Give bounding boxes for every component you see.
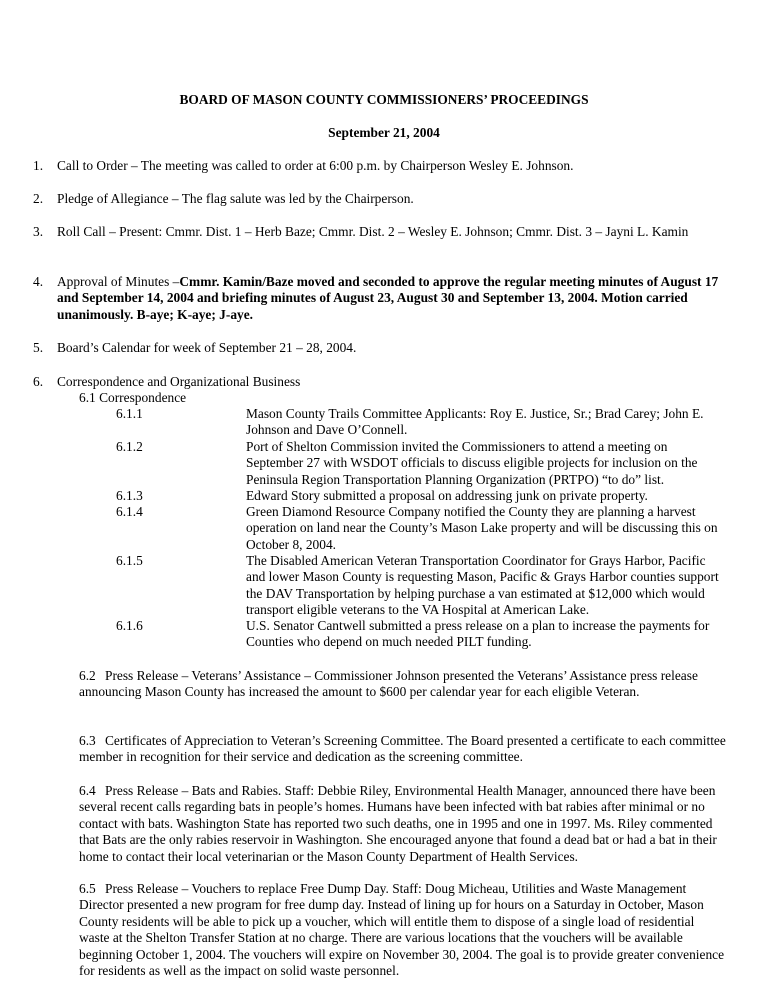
paragraph-number: 6.3 (79, 733, 96, 748)
entry-text: The Disabled American Veteran Transportation Coordinator for Grays Harbor, Pacific and lower Mason County is requesting Mason, Pacific & Grays Harbor counties support the DAV Transportation by helping purchase a van estimated at $12,000 which would transport eligible veterans to the VA Hospital at American Lake. (246, 553, 719, 618)
item-number: 5. (33, 340, 44, 355)
correspondence-heading: 6.1 Correspondence (79, 390, 187, 405)
item-calendar: Board’s Calendar for week of September 21 – 28, 2004. (57, 340, 357, 355)
item-approval-of-minutes (57, 274, 727, 323)
item-lead: Approval of Minutes – (57, 274, 180, 289)
document-title: BOARD OF MASON COUNTY COMMISSIONERS’ PROCEEDINGS (179, 92, 589, 107)
entry-number: 6.1.6 (116, 618, 143, 633)
paragraph-vouchers: Press Release – Vouchers to replace Free Dump Day. Staff: Doug Micheau, Utilities and Waste Management Director presented a new program for free dump day. Instead of lining up for hours on a Saturday in October, Mason County residents will be able to pick up a voucher, which will entitle them to dispose of a single load of residential waste at the Shelton Transfer Station at no charge. There are various locations that the vouchers will be available beginning October 1, 2004. The vouchers will expire on November 30, 2004. The goal is to provide greater convenience for residents as well as the impact on solid waste personnel. (79, 881, 725, 979)
paragraph-number: 6.5 (79, 881, 96, 896)
entry-number: 6.1.2 (116, 439, 143, 454)
item-pledge: Pledge of Allegiance – The flag salute was led by the Chairperson. (57, 191, 414, 206)
entry-number: 6.1.3 (116, 488, 143, 503)
item-call-to-order: Call to Order – The meeting was called to order at 6:00 p.m. by Chairperson Wesley E. Johnson. (57, 158, 574, 173)
entry-text: U.S. Senator Cantwell submitted a press release on a plan to increase the payments for Counties who depend on much needed PILT funding. (246, 618, 710, 650)
entry-text: Green Diamond Resource Company notified the County they are planning a harvest operation on land near the County’s Mason Lake property and will be discussing this on October 8, 2004. (246, 504, 718, 552)
item-roll-call: Roll Call – Present: Cmmr. Dist. 1 – Herb Baze; Cmmr. Dist. 2 – Wesley E. Johnson; Cmmr. Dist. 3 – Jayni L. Kamin (57, 224, 689, 239)
entry-text: Port of Shelton Commission invited the Commissioners to attend a meeting on September 27 with WSDOT officials to discuss eligible projects for inclusion on the Peninsula Region Transportation Planning Organization (PRTPO) “to do” list. (246, 439, 698, 487)
motion-text: Cmmr. Kamin/Baze moved and seconded to approve the regular meeting minutes of August 17 and September 14, 2004 and briefing minutes of August 23, August 30 and September 13, 2004. Motion carried unanimously. B-aye; K-aye; J-aye. (57, 274, 719, 322)
entry-text: Mason County Trails Committee Applicants: Roy E. Justice, Sr.; Brad Carey; John E. Johnson and Dave O’Connell. (246, 406, 704, 438)
meeting-date: September 21, 2004 (328, 125, 440, 140)
item-number: 3. (33, 224, 44, 239)
entry-text: Edward Story submitted a proposal on addressing junk on private property. (246, 488, 648, 503)
item-correspondence: Correspondence and Organizational Business (57, 374, 301, 389)
entry-number: 6.1.1 (116, 406, 143, 421)
entry-number: 6.1.4 (116, 504, 143, 519)
paragraph-number: 6.4 (79, 783, 96, 798)
item-number: 2. (33, 191, 44, 206)
paragraph-bats-rabies: Press Release – Bats and Rabies. Staff: Debbie Riley, Environmental Health Manager, announced there have been several recent calls regarding bats in people’s homes. Humans have been infected with bat rabies after minimal or no contact with bats. Washington State has reported two such deaths, one in 1995 and one in 1997. Ms. Riley commented that Bats are the only rabies reservoir in Washington. She encouraged anyone that found a dead bat or had a bat in their home to contact their local veterinarian or the Mason County Department of Health Services. (79, 783, 717, 864)
entry-number: 6.1.5 (116, 553, 143, 568)
item-number: 4. (33, 274, 44, 289)
item-number: 1. (33, 158, 44, 173)
paragraph-veterans-assistance: Press Release – Veterans’ Assistance – Commissioner Johnson presented the Veterans’ Assistance press release announcing Mason County has increased the amount to $600 per calendar year for each eligible Veteran. (79, 668, 698, 700)
item-number: 6. (33, 374, 44, 389)
paragraph-certificates: Certificates of Appreciation to Veteran’s Screening Committee. The Board presented a certificate to each committee member in recognition for their service and dedication as the screening committee. (79, 733, 726, 765)
paragraph-number: 6.2 (79, 668, 96, 683)
